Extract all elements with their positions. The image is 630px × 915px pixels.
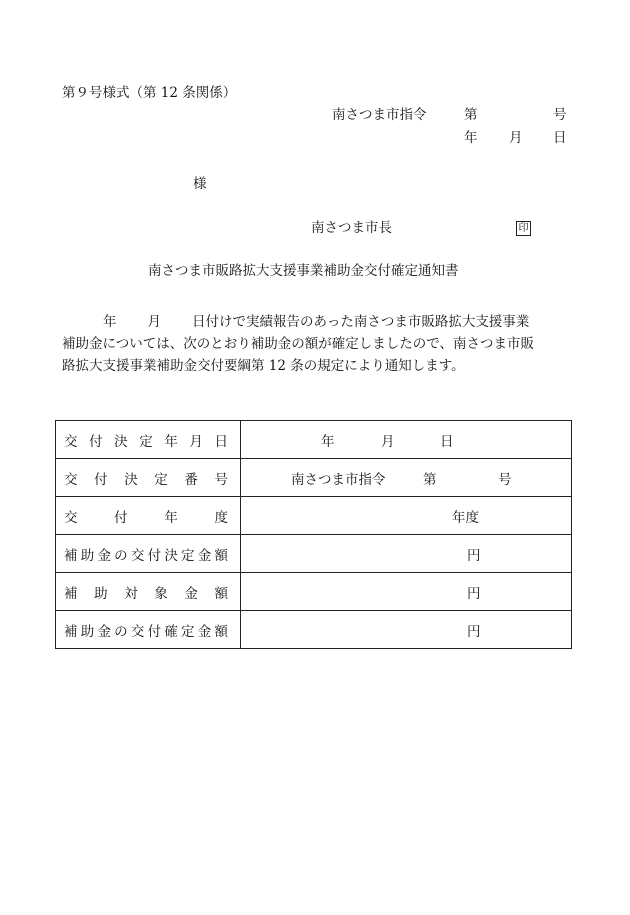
decision-month: 月 bbox=[381, 433, 395, 450]
seal-mark: 印 bbox=[516, 221, 531, 236]
subsidy-table bbox=[55, 420, 572, 649]
row-label-fiscal-year: 交付年度 bbox=[56, 497, 241, 535]
decision-number-go: 号 bbox=[498, 471, 512, 488]
body-line-1 bbox=[62, 311, 578, 333]
body-line-1-rest: 日付けで実績報告のあった南さつま市販路拡大支援事業 bbox=[192, 314, 530, 330]
row-value-confirmed-amount bbox=[241, 611, 572, 649]
issuer-name: 南さつま市長 bbox=[311, 220, 392, 236]
date-month: 月 bbox=[509, 130, 523, 146]
decision-number-prefix: 南さつま市指令 bbox=[291, 471, 386, 488]
date-year: 年 bbox=[464, 130, 478, 146]
decision-day: 日 bbox=[440, 433, 454, 450]
table-row bbox=[56, 459, 572, 497]
document-title: 南さつま市販路拡大支援事業補助金交付確定通知書 bbox=[148, 263, 459, 279]
body-year: 年 bbox=[103, 314, 117, 330]
row-label-confirmed-amount: 補助金の交付確定金額 bbox=[56, 611, 241, 649]
table-row bbox=[56, 535, 572, 573]
table-row bbox=[56, 611, 572, 649]
row-label-decision-number: 交付決定番号 bbox=[56, 459, 241, 497]
row-value-decision-number bbox=[241, 459, 572, 497]
body-paragraph bbox=[62, 311, 578, 377]
form-number: 第９号様式（第 12 条関係） bbox=[62, 85, 237, 101]
row-value-target-amount bbox=[241, 573, 572, 611]
doc-number-dai: 第 bbox=[464, 107, 478, 123]
confirmed-amount-yen: 円 bbox=[467, 623, 481, 640]
row-label-decision-amount: 補助金の交付決定金額 bbox=[56, 535, 241, 573]
date-day: 日 bbox=[553, 130, 567, 146]
doc-number-prefix: 南さつま市指令 bbox=[332, 107, 427, 123]
table-row bbox=[56, 497, 572, 535]
body-line-2: 補助金については、次のとおり補助金の額が確定しましたので、南さつま市販 bbox=[62, 336, 534, 352]
body-line-3: 路拡大支援事業補助金交付要綱第 12 条の規定により通知します。 bbox=[62, 358, 465, 374]
target-amount-yen: 円 bbox=[467, 585, 481, 602]
decision-number-dai: 第 bbox=[423, 471, 437, 488]
decision-amount-yen: 円 bbox=[467, 547, 481, 564]
row-value-fiscal-year bbox=[241, 497, 572, 535]
row-value-decision-date bbox=[241, 421, 572, 459]
decision-year: 年 bbox=[321, 433, 335, 450]
fiscal-year-unit: 年度 bbox=[452, 509, 479, 526]
table-row bbox=[56, 573, 572, 611]
body-month: 月 bbox=[147, 314, 161, 330]
row-label-decision-date: 交付決定年月日 bbox=[56, 421, 241, 459]
table-row bbox=[56, 421, 572, 459]
addressee-sama: 様 bbox=[193, 176, 207, 192]
doc-number-go: 号 bbox=[553, 107, 567, 123]
row-value-decision-amount bbox=[241, 535, 572, 573]
row-label-target-amount: 補助対象金額 bbox=[56, 573, 241, 611]
